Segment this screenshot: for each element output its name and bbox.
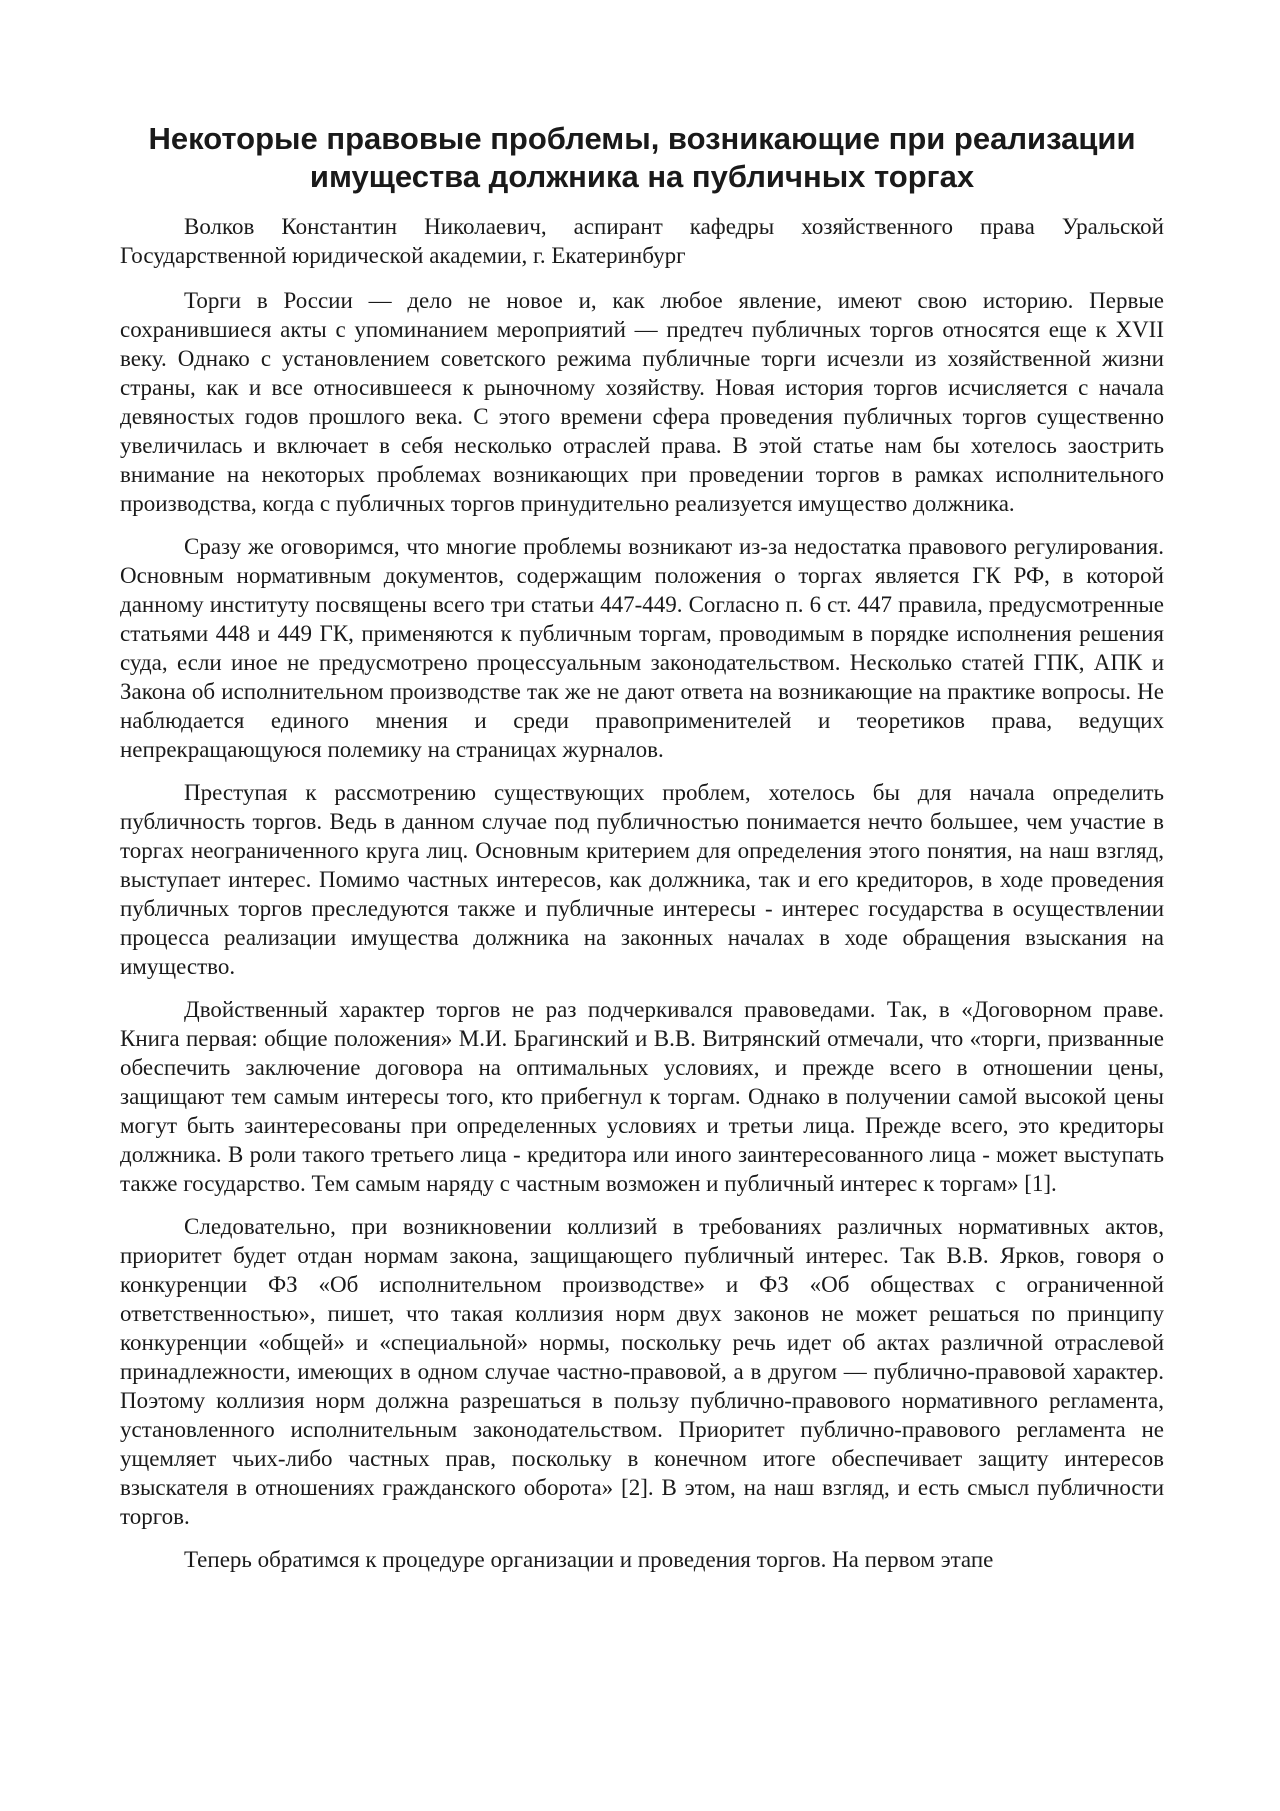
paragraph-2: Сразу же оговоримся, что многие проблемы возникают из-за недостатка правового регулирования. Основным нормативным документов, содержащим положения о торгах является ГК РФ, в которой данному институту посвящены всего три статьи 447-449. Согласно п. 6 ст. 447 правила, предусмотренные статьями 448 и 449 ГК, применяются к публичным торгам, проводимым в порядке исполнения решения суда, если иное не предусмотрено процессуальным законодательством. Несколько статей ГПК, АПК и Закона об исполнительном производстве так же не дают ответа на возникающие на практике вопросы. Не наблюдается единого мнения и среди правоприменителей и теоретиков права, ведущих непрекращающуюся полемику на страницах журналов. xyxy=(120,534,1164,762)
paragraph-5: Следовательно, при возникновении коллизий в требованиях различных нормативных актов, приоритет будет отдан нормам закона, защищающего публичный интерес. Так В.В. Ярков, говоря о конкуренции ФЗ «Об исполнительном производстве» и ФЗ «Об обществах с ограниченной ответственностью», пишет, что такая коллизия норм двух законов не может решаться по принципу конкуренции «общей» и «специальной» нормы, поскольку речь идет об актах различной отраслевой принадлежности, имеющих в одном случае частно-правовой, а в другом — публично-правовой характер. Поэтому коллизия норм должна разрешаться в пользу публично-правового нормативного регламента, установленного исполнительным законодательством. Приоритет публично-правового регламента не ущемляет чьих-либо частных прав, поскольку в конечном итоге обеспечивает защиту интересов взыскателя в отношениях гражданского оборота» [2]. В этом, на наш взгляд, и есть смысл публичности торгов. xyxy=(120,1214,1164,1529)
author-info: Волков Константин Николаевич, аспирант кафедры хозяйственного права Уральской Государственной юридической академии, г. Екатеринбург xyxy=(120,214,1164,268)
page-title xyxy=(120,120,1164,196)
paragraph-1: Торги в России — дело не новое и, как любое явление, имеют свою историю. Первые сохранившиеся акты с упоминанием мероприятий — предтеч публичных торгов относятся еще к XVII веку. Однако с установлением советского режима публичные торги исчезли из хозяйственной жизни страны, как и все относившееся к рыночному хозяйству. Новая история торгов исчисляется с начала девяностых годов прошлого века. С этого времени сфера проведения публичных торгов существенно увеличилась и включает в себя несколько отраслей права. В этой статье нам бы хотелось заострить внимание на некоторых проблемах возникающих при проведении торгов в рамках исполнительного производства, когда с публичных торгов принудительно реализуется имущество должника. xyxy=(120,288,1164,516)
paragraph-4: Двойственный характер торгов не раз подчеркивался правоведами. Так, в «Договорном праве. Книга первая: общие положения» М.И. Брагинский и В.В. Витрянский отмечали, что «торги, призванные обеспечить заключение договора на оптимальных условиях, и прежде всего в отношении цены, защищают тем самым интересы того, кто прибегнул к торгам. Однако в получении самой высокой цены могут быть заинтересованы при определенных условиях и третьи лица. Прежде всего, это кредиторы должника. В роли такого третьего лица - кредитора или иного заинтересованного лица - может выступать также государство. Тем самым наряду с частным возможен и публичный интерес к торгам» [1]. xyxy=(120,997,1164,1196)
paragraph-6: Теперь обратимся к процедуре организации и проведения торгов. На первом этапе xyxy=(184,1547,994,1572)
document-page xyxy=(120,120,1164,1588)
title-line-1: Некоторые правовые проблемы, возникающие при реализации xyxy=(148,121,1136,156)
title-line-2: имущества должника на публичных торгах xyxy=(309,159,975,194)
paragraph-3: Преступая к рассмотрению существующих проблем, хотелось бы для начала определить публичность торгов. Ведь в данном случае под публичностью понимается нечто большее, чем участие в торгах неограниченного круга лиц. Основным критерием для определения этого понятия, на наш взгляд, выступает интерес. Помимо частных интересов, как должника, так и его кредиторов, в ходе проведения публичных торгов преследуются также и публичные интересы - интерес государства в осуществлении процесса реализации имущества должника на законных началах в ходе обращения взыскания на имущество. xyxy=(120,780,1164,979)
